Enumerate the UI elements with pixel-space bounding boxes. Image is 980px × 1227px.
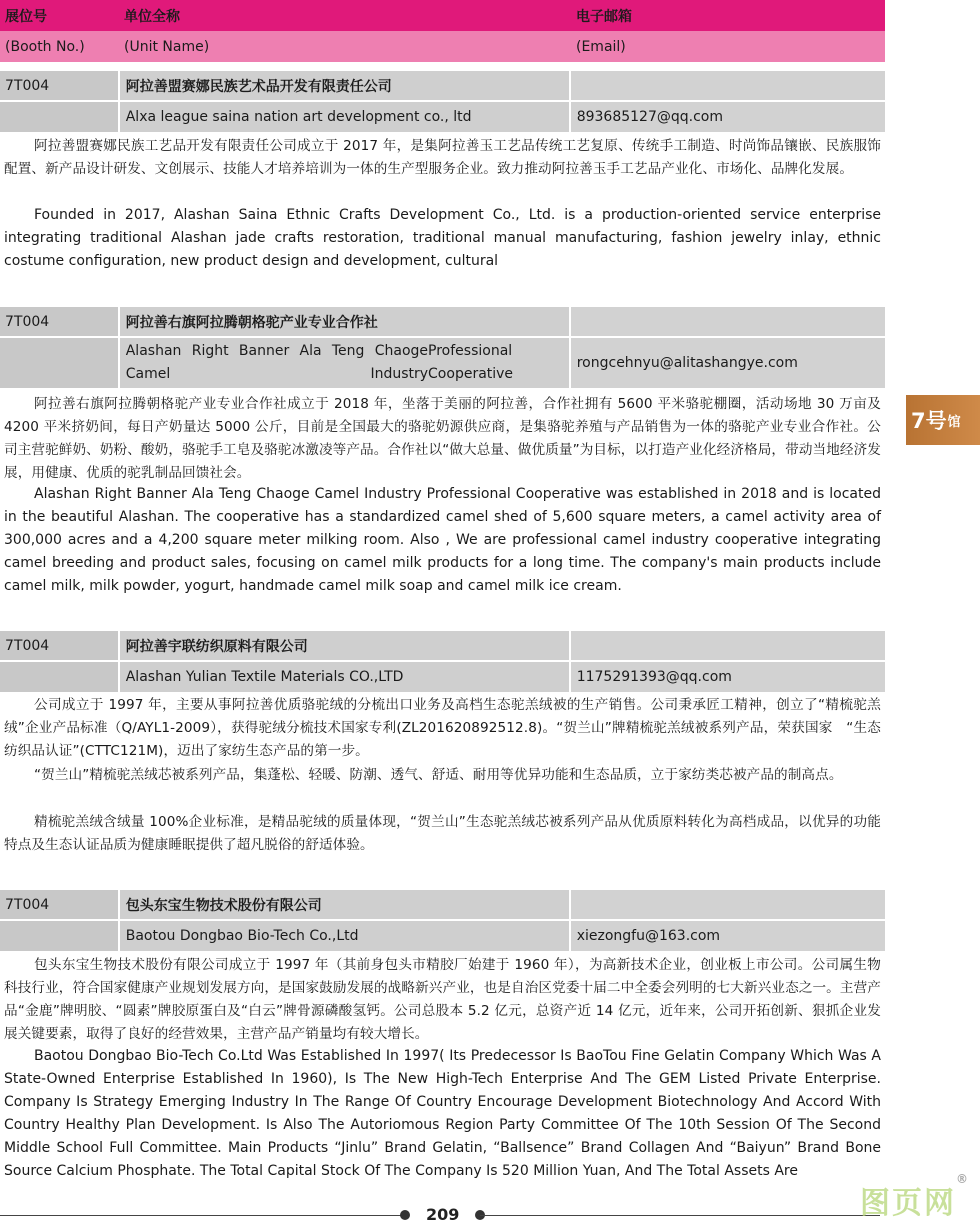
unit-name-zh: 阿拉善宇联纺织原料有限公司 (118, 631, 571, 660)
unit-name-en: Alashan Yulian Textile Materials CO.,LTD (118, 662, 571, 692)
hall-label: 馆 (947, 414, 961, 430)
exhibitor-entry-4 (0, 890, 885, 951)
description-zh-3c: 精梳驼羔绒含绒量 100%企业标准，是精品驼绒的质量体现，“贺兰山”生态驼羔绒芯被系列产品从优质原料转化为高档成品，以优异的功能特点及生态认证品质为健康睡眠提供了超凡脱俗的舒适体验。 (4, 814, 881, 853)
unit-name-zh: 包头东宝生物技术股份有限公司 (118, 890, 571, 919)
exhibitor-entry-2 (0, 307, 885, 388)
unit-name-en-line-1: Alashan Right Banner Ala Teng Chaoge Camel Industry (125, 343, 429, 382)
entry-row-zh (0, 71, 885, 100)
booth-number: 7T004 (0, 890, 118, 919)
unit-name-en: Baotou Dongbao Bio-Tech Co.,Ltd (118, 921, 571, 951)
entry-row-en (0, 921, 885, 951)
header-booth-zh: 展位号 (5, 8, 47, 25)
entry-row-en (0, 338, 885, 388)
email-address: rongcehnyu@alitashangye.com (571, 338, 885, 388)
entry-row-zh (0, 631, 885, 660)
booth-number: 7T004 (0, 71, 118, 100)
header-row-zh (0, 0, 885, 31)
booth-empty (0, 102, 118, 132)
email-empty (571, 307, 885, 336)
footer-dot-left (400, 1210, 410, 1220)
header-email-zh: 电子邮箱 (576, 8, 632, 25)
email-address: 1175291393@qq.com (571, 662, 885, 692)
watermark-text: 图页网 (860, 1186, 956, 1221)
unit-name-en-line-2: Professional Cooperative (428, 343, 514, 382)
header-unit-en: (Unit Name) (124, 38, 210, 55)
description-en-1: Founded in 2017, Alashan Saina Ethnic Crafts Development Co., Ltd. is a production-oriented service enterprise integrating traditional Alashan jade crafts restoration, traditional manual manufacturing, fashion jewelry inlay, ethnic costume configuration, new product design and development, cultural (4, 207, 881, 269)
email-empty (571, 71, 885, 100)
unit-name-zh: 阿拉善右旗阿拉腾朝格驼产业专业合作社 (118, 307, 571, 336)
header-booth-en: (Booth No.) (5, 38, 85, 55)
header-unit-zh: 单位全称 (124, 8, 180, 25)
email-empty (571, 631, 885, 660)
footer-line-left (0, 1215, 405, 1216)
booth-number: 7T004 (0, 307, 118, 336)
watermark-logo (860, 1172, 970, 1222)
description-zh-3a: 公司成立于 1997 年，主要从事阿拉善优质骆驼绒的分梳出口业务及高档生态驼羔绒被的生产销售。公司秉承匠工精神，创立了“精梳驼羔绒”企业产品标准（Q/AYL1-2009），获得驼绒分梳技术国家专利(ZL201620892512.8)。“贺兰山”牌精梳驼羔绒被系列产品，荣获国家 “生态纺织品认证”(CTTC121M)，迈出了家纺生态产品的第一步。 (4, 697, 881, 759)
booth-empty (0, 662, 118, 692)
hall-7-tab (906, 395, 980, 445)
description-zh-3b: “贺兰山”精梳驼羔绒芯被系列产品，集蓬松、轻暖、防潮、透气、舒适、耐用等优异功能和生态品质，立于家纺类芯被产品的制高点。 (34, 767, 843, 783)
entry-row-en (0, 102, 885, 132)
unit-name-en: Alxa league saina nation art development co., ltd (118, 102, 571, 132)
entry-row-zh (0, 307, 885, 336)
description-zh-2: 阿拉善右旗阿拉腾朝格驼产业专业合作社成立于 2018 年，坐落于美丽的阿拉善，合作社拥有 5600 平米骆驼棚圈，活动场地 30 万亩及 4200 平米挤奶间，每日产奶量达 5000 公斤，目前是全国最大的骆驼奶源供应商，是集骆驼养殖与产品销售为一体的骆驼产业专业合作社。公司主营驼鲜奶、奶粉、酸奶，骆驼手工皂及骆驼冰激凌等产品。合作社以“做大总量、做优质量”为目标，以打造产业化经济格局，带动当地经济发展，用健康、优质的驼乳制品回馈社会。 (4, 396, 881, 481)
header-email-en: (Email) (576, 38, 626, 55)
header-table (0, 0, 885, 62)
footer-line-right (480, 1215, 880, 1216)
email-empty (571, 890, 885, 919)
description-zh-4: 包头东宝生物技术股份有限公司成立于 1997 年（其前身包头市精胶厂始建于 1960 年），为高新技术企业，创业板上市公司。公司属生物科技行业，符合国家健康产业规划发展方向，是国家鼓励发展的战略新兴产业，也是自治区党委十届二中全委会列明的七大新兴业态之一。主营产品“金鹿”牌明胶、“圆素”牌胶原蛋白及“白云”牌骨源磷酸氢钙。公司总股本 5.2 亿元，总资产近 14 亿元，近年来，公司开拓创新、狠抓企业发展关键要素，取得了良好的经营效果，主营产品产销量均有较大增长。 (4, 957, 881, 1042)
page-number: 209 (426, 1205, 460, 1224)
booth-number: 7T004 (0, 631, 118, 660)
unit-name-zh: 阿拉善盟赛娜民族艺术品开发有限责任公司 (118, 71, 571, 100)
entry-row-en (0, 662, 885, 692)
description-zh-1: 阿拉善盟赛娜民族工艺品开发有限责任公司成立于 2017 年，是集阿拉善玉工艺品传统工艺复原、传统手工制造、时尚饰品镶嵌、民族服饰配置、新产品设计研发、文创展示、技能人才培养培训为一体的生产型服务企业。致力推动阿拉善玉手工艺品产业化、市场化、品牌化发展。 (4, 138, 881, 177)
description-en-2: Alashan Right Banner Ala Teng Chaoge Camel Industry Professional Cooperative was established in 2018 and is located in the beautiful Alashan. The cooperative has a standardized camel shed of 5,600 square meters, a camel activity area of 300,000 acres and a 4,200 square meter milking room. Also , We are professional camel industry cooperative integrating camel breeding and product sales, focusing on camel milk products for a long time. The company's main products include camel milk, milk powder, yogurt, handmade camel milk soap and camel milk ice cream. (4, 486, 881, 594)
header-row-en (0, 31, 885, 62)
email-address: xiezongfu@163.com (571, 921, 885, 951)
booth-empty (0, 921, 118, 951)
email-address: 893685127@qq.com (571, 102, 885, 132)
booth-empty (0, 338, 118, 388)
exhibitor-entry-3 (0, 631, 885, 692)
description-en-4: Baotou Dongbao Bio-Tech Co.Ltd Was Established In 1997( Its Predecessor Is BaoTou Fine Gelatin Company Which Was A State-Owned Enterprise Established In 1960), Is The New High-Tech Enterprise And The GEM Listed Private Enterprise. Company Is Strategy Emerging Industry In The Range Of Country Encourage Development Biotechnology And Accord With Country Healthy Plan Development. Is Also The Autoriomous Region Party Committee Of The 10th Session Of The Second Middle School Full Committee. Main Products “Jinlu” Brand Gelatin, “Ballsence” Brand Collagen And “Baiyun” Brand Bone Source Calcium Phosphate. The Total Capital Stock Of The Company Is 520 Million Yuan, And The Total Assets Are (4, 1048, 881, 1179)
unit-name-en (118, 338, 571, 388)
entry-row-zh (0, 890, 885, 919)
hall-number: 7号 (911, 409, 947, 433)
registered-mark: ® (956, 1172, 970, 1186)
exhibitor-entry-1 (0, 71, 885, 132)
